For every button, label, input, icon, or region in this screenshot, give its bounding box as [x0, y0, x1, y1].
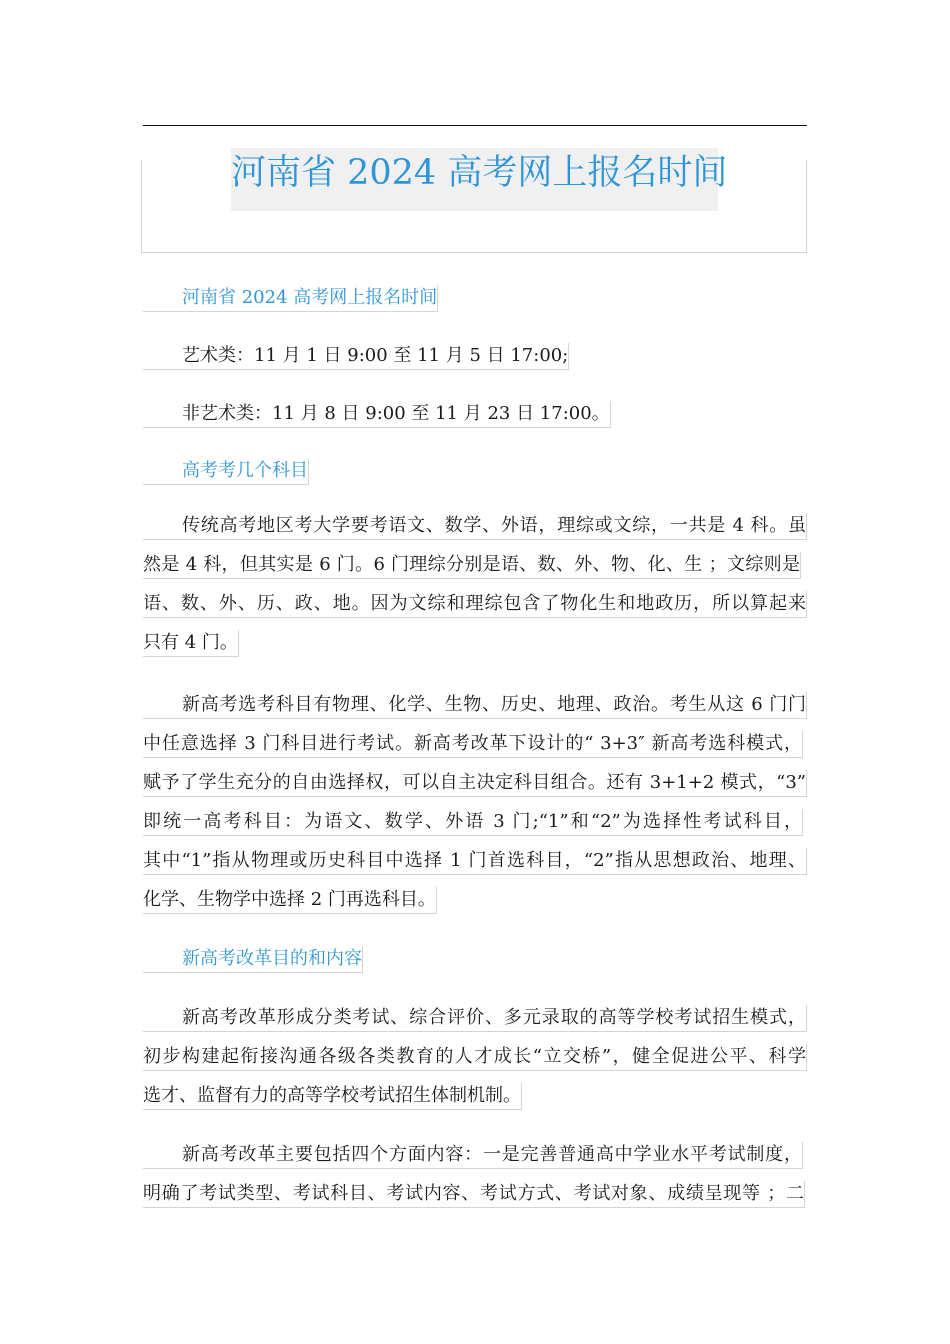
section-heading-subjects-text: 高考考几个科目	[143, 458, 309, 485]
paragraph-line-text: 只有 4 门。	[143, 630, 239, 657]
paragraph-line	[143, 1032, 807, 1071]
paragraph-line	[143, 680, 807, 719]
paragraph-line	[143, 797, 807, 836]
paragraph-line-text: 新高考改革形成分类考试、综合评价、多元录取的高等学校考试招生模式，	[143, 1005, 807, 1032]
paragraph-line-text: 传统高考地区考大学要考语文、数学、外语，理综或文综，一共是 4 科。虽	[143, 513, 807, 540]
paragraph-line	[143, 501, 807, 540]
header-rule	[143, 125, 807, 126]
art-registration-text: 艺术类：11 月 1 日 9:00 至 11 月 5 日 17:00;	[143, 343, 569, 370]
paragraph-line	[143, 1071, 807, 1110]
paragraph-line	[143, 875, 807, 914]
paragraph-line-text: 即统一高考科目：为语文、数学、外语 3 门;“1”和“2”为选择性考试科目，	[143, 809, 803, 836]
paragraph-new-exam-subjects	[143, 680, 807, 914]
section-heading-reform	[143, 946, 363, 973]
paragraph-line-text: 明确了考试类型、考试科目、考试内容、考试方式、考试对象、成绩呈现等 ；二	[143, 1181, 805, 1208]
paragraph-line-text: 中任意选择 3 门科目进行考试。新高考改革下设计的“ 3+3″ 新高考选科模式，	[143, 731, 803, 758]
paragraph-line-text: 其中“1”指从物理或历史科目中选择 1 门首选科目，“2”指从思想政治、地理、	[143, 848, 807, 875]
non-art-registration-text: 非艺术类：11 月 8 日 9:00 至 11 月 23 日 17:00。	[143, 401, 611, 428]
paragraph-line	[143, 1169, 807, 1208]
paragraph-line	[143, 618, 807, 657]
paragraph-line	[143, 579, 807, 618]
paragraph-line	[143, 540, 807, 579]
paragraph-line-text: 赋予了学生充分的自由选择权，可以自主决定科目组合。还有 3+1+2 模式，“3”	[143, 770, 807, 797]
paragraph-line	[143, 1130, 807, 1169]
document-title: 河南省 2024 高考网上报名时间	[231, 148, 718, 211]
paragraph-line-text: 然是 4 科，但其实是 6 门。6 门理综分别是语、数、外、物、化、生 ；文综则是	[143, 552, 801, 579]
section-heading-reform-text: 新高考改革目的和内容	[143, 946, 363, 973]
section-heading-registration	[143, 285, 438, 312]
paragraph-line-text: 化学、生物学中选择 2 门再选科目。	[143, 887, 437, 914]
paragraph-reform-content	[143, 1130, 807, 1208]
paragraph-line-text: 新高考选考科目有物理、化学、生物、历史、地理、政治。考生从这 6 门门	[143, 692, 807, 719]
paragraph-reform-goal	[143, 993, 807, 1110]
paragraph-line-text: 初步构建起衔接沟通各级各类教育的人才成长“立交桥”，健全促进公平、科学	[143, 1044, 807, 1071]
paragraph-traditional-exam	[143, 501, 807, 657]
paragraph-line-text: 选才、监督有力的高等学校考试招生体制机制。	[143, 1083, 522, 1110]
paragraph-line-text: 语、数、外、历、政、地。因为文综和理综包含了物化生和地政历，所以算起来	[143, 591, 807, 618]
section-heading-registration-text: 河南省 2024 高考网上报名时间	[143, 285, 438, 312]
paragraph-line	[143, 758, 807, 797]
art-registration-line	[143, 343, 569, 370]
non-art-registration-line	[143, 401, 611, 428]
paragraph-line	[143, 993, 807, 1032]
paragraph-line	[143, 836, 807, 875]
paragraph-line	[143, 719, 807, 758]
paragraph-line-text: 新高考改革主要包括四个方面内容：一是完善普通高中学业水平考试制度，	[143, 1142, 803, 1169]
section-heading-subjects	[143, 458, 309, 485]
